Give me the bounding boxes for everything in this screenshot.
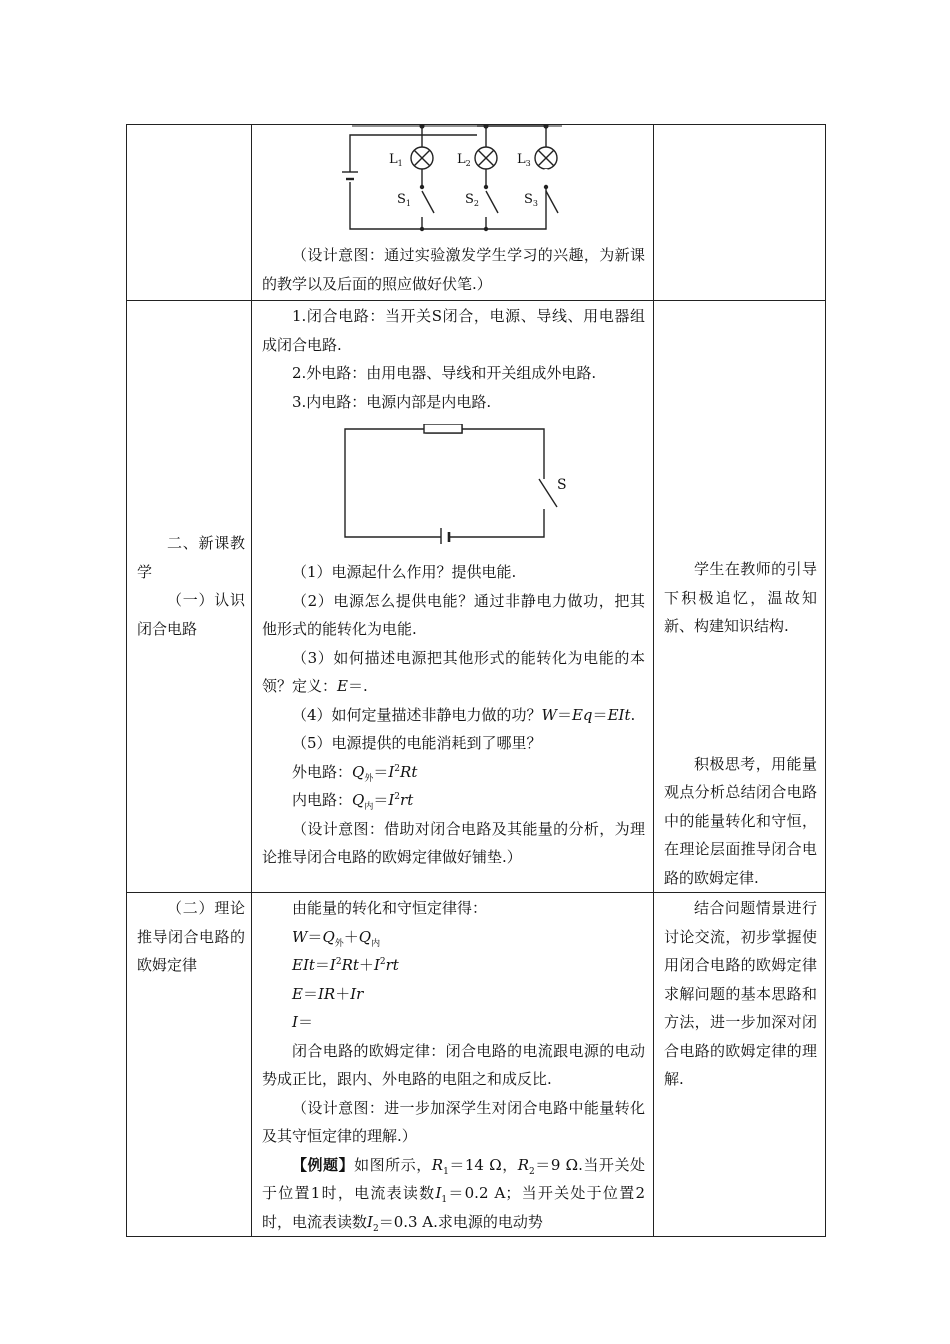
table-row: [127, 301, 826, 893]
formula-energy: $W=Q_外+Q_内$: [292, 927, 381, 949]
stage-cell: [127, 301, 252, 893]
example-problem: 【例题】如图所示，$R_1=14$ Ω，$R_2=9$ Ω.当开关处于位置1时，电流表读数$I_1=0.2$ A；当开关处于位置2时，电流表读数$I_2=0.3$ A.求电源的电动势: [262, 1155, 646, 1234]
internal-circuit-definition: 3.内电路：电源内部是内电路.: [292, 392, 492, 411]
lamp-label: $L_2$: [457, 152, 471, 168]
formula-current: I＝: [292, 1013, 313, 1031]
sub-stage-title: （一）认识闭合电路: [137, 591, 245, 638]
stage-title: （二）理论推导闭合电路的欧姆定律: [137, 899, 245, 974]
switch-label: $S_2$: [465, 192, 479, 208]
question-4: （4）如何定量描述非静电力做的功？W＝Eq＝EIt.: [292, 705, 636, 724]
stage-title: 二、新课教学: [137, 534, 245, 581]
student-cell: [654, 893, 826, 1237]
student-activity: 积极思考，用能量观点分析总结闭合电路中的能量转化和守恒，在理论层面推导闭合电路的欧姆定律.: [664, 754, 817, 887]
content-cell: [252, 301, 654, 893]
question-3: （3）如何描述电源把其他形式的能转化为电能的本领？定义：E＝.: [262, 648, 645, 695]
stage-cell: [127, 893, 252, 1237]
simple-circuit-diagram: [252, 424, 653, 544]
table-row: [127, 125, 826, 301]
student-activity: 结合问题情景进行讨论交流，初步掌握使用闭合电路的欧姆定律求解问题的基本思路和方法，进一步加深对闭合电路的欧姆定律的理解.: [664, 899, 817, 1088]
switch-label: $S_1$: [397, 192, 411, 208]
formula-work: $EIt=I^2Rt+I^2rt$: [292, 956, 399, 974]
formula-emf: E＝IR＋Ir: [292, 984, 364, 1003]
content-cell: [252, 125, 654, 301]
switch-label: S: [557, 477, 567, 493]
design-note: （设计意图：进一步加深学生对闭合电路中能量转化及其守恒定律的理解.）: [262, 1098, 645, 1145]
student-activity: 学生在教师的引导下积极追忆，温故知新、构建知识结构.: [664, 560, 817, 635]
lamp-label: $L_3$: [517, 152, 531, 168]
student-cell: [654, 301, 826, 893]
external-circuit-definition: 2.外电路：由用电器、导线和开关组成外电路.: [292, 364, 597, 382]
internal-heat-formula: 内电路：$Q_内=I^2rt$: [292, 791, 414, 812]
external-heat-formula: 外电路：$Q_外=I^2Rt$: [292, 762, 418, 784]
derivation-intro: 由能量的转化和守恒定律得：: [292, 899, 488, 917]
lamp-label: $L_1$: [389, 152, 403, 168]
question-1: （1）电源起什么作用？提供电能.: [292, 563, 517, 581]
design-note: （设计意图：通过实验激发学生学习的兴趣，为新课的教学以及后面的照应做好伏笔.）: [262, 246, 645, 293]
switch-label: $S_3$: [524, 192, 538, 208]
parallel-circuit-diagram: [252, 125, 653, 233]
closed-circuit-definition: 1.闭合电路：当开关S闭合，电源、导线、用电器组成闭合电路.: [262, 307, 645, 354]
student-cell: [654, 125, 826, 301]
question-2: （2）电源怎么提供电能？通过非静电力做功，把其他形式的能转化为电能.: [262, 591, 645, 638]
design-note: （设计意图：借助对闭合电路及其能量的分析，为理论推导闭合电路的欧姆定律做好铺垫.）: [262, 819, 645, 866]
branch-2: [475, 128, 498, 229]
table-row: [127, 893, 826, 1237]
stage-cell: [127, 125, 252, 301]
question-5: （5）电源提供的电能消耗到了哪里？: [292, 734, 542, 752]
branch-1: [411, 128, 434, 229]
content-cell: [252, 893, 654, 1237]
lesson-plan-table: [126, 124, 826, 1237]
ohm-law-statement: 闭合电路的欧姆定律：闭合电路的电流跟电源的电动势成正比，跟内、外电路的电阻之和成反比.: [262, 1041, 645, 1088]
